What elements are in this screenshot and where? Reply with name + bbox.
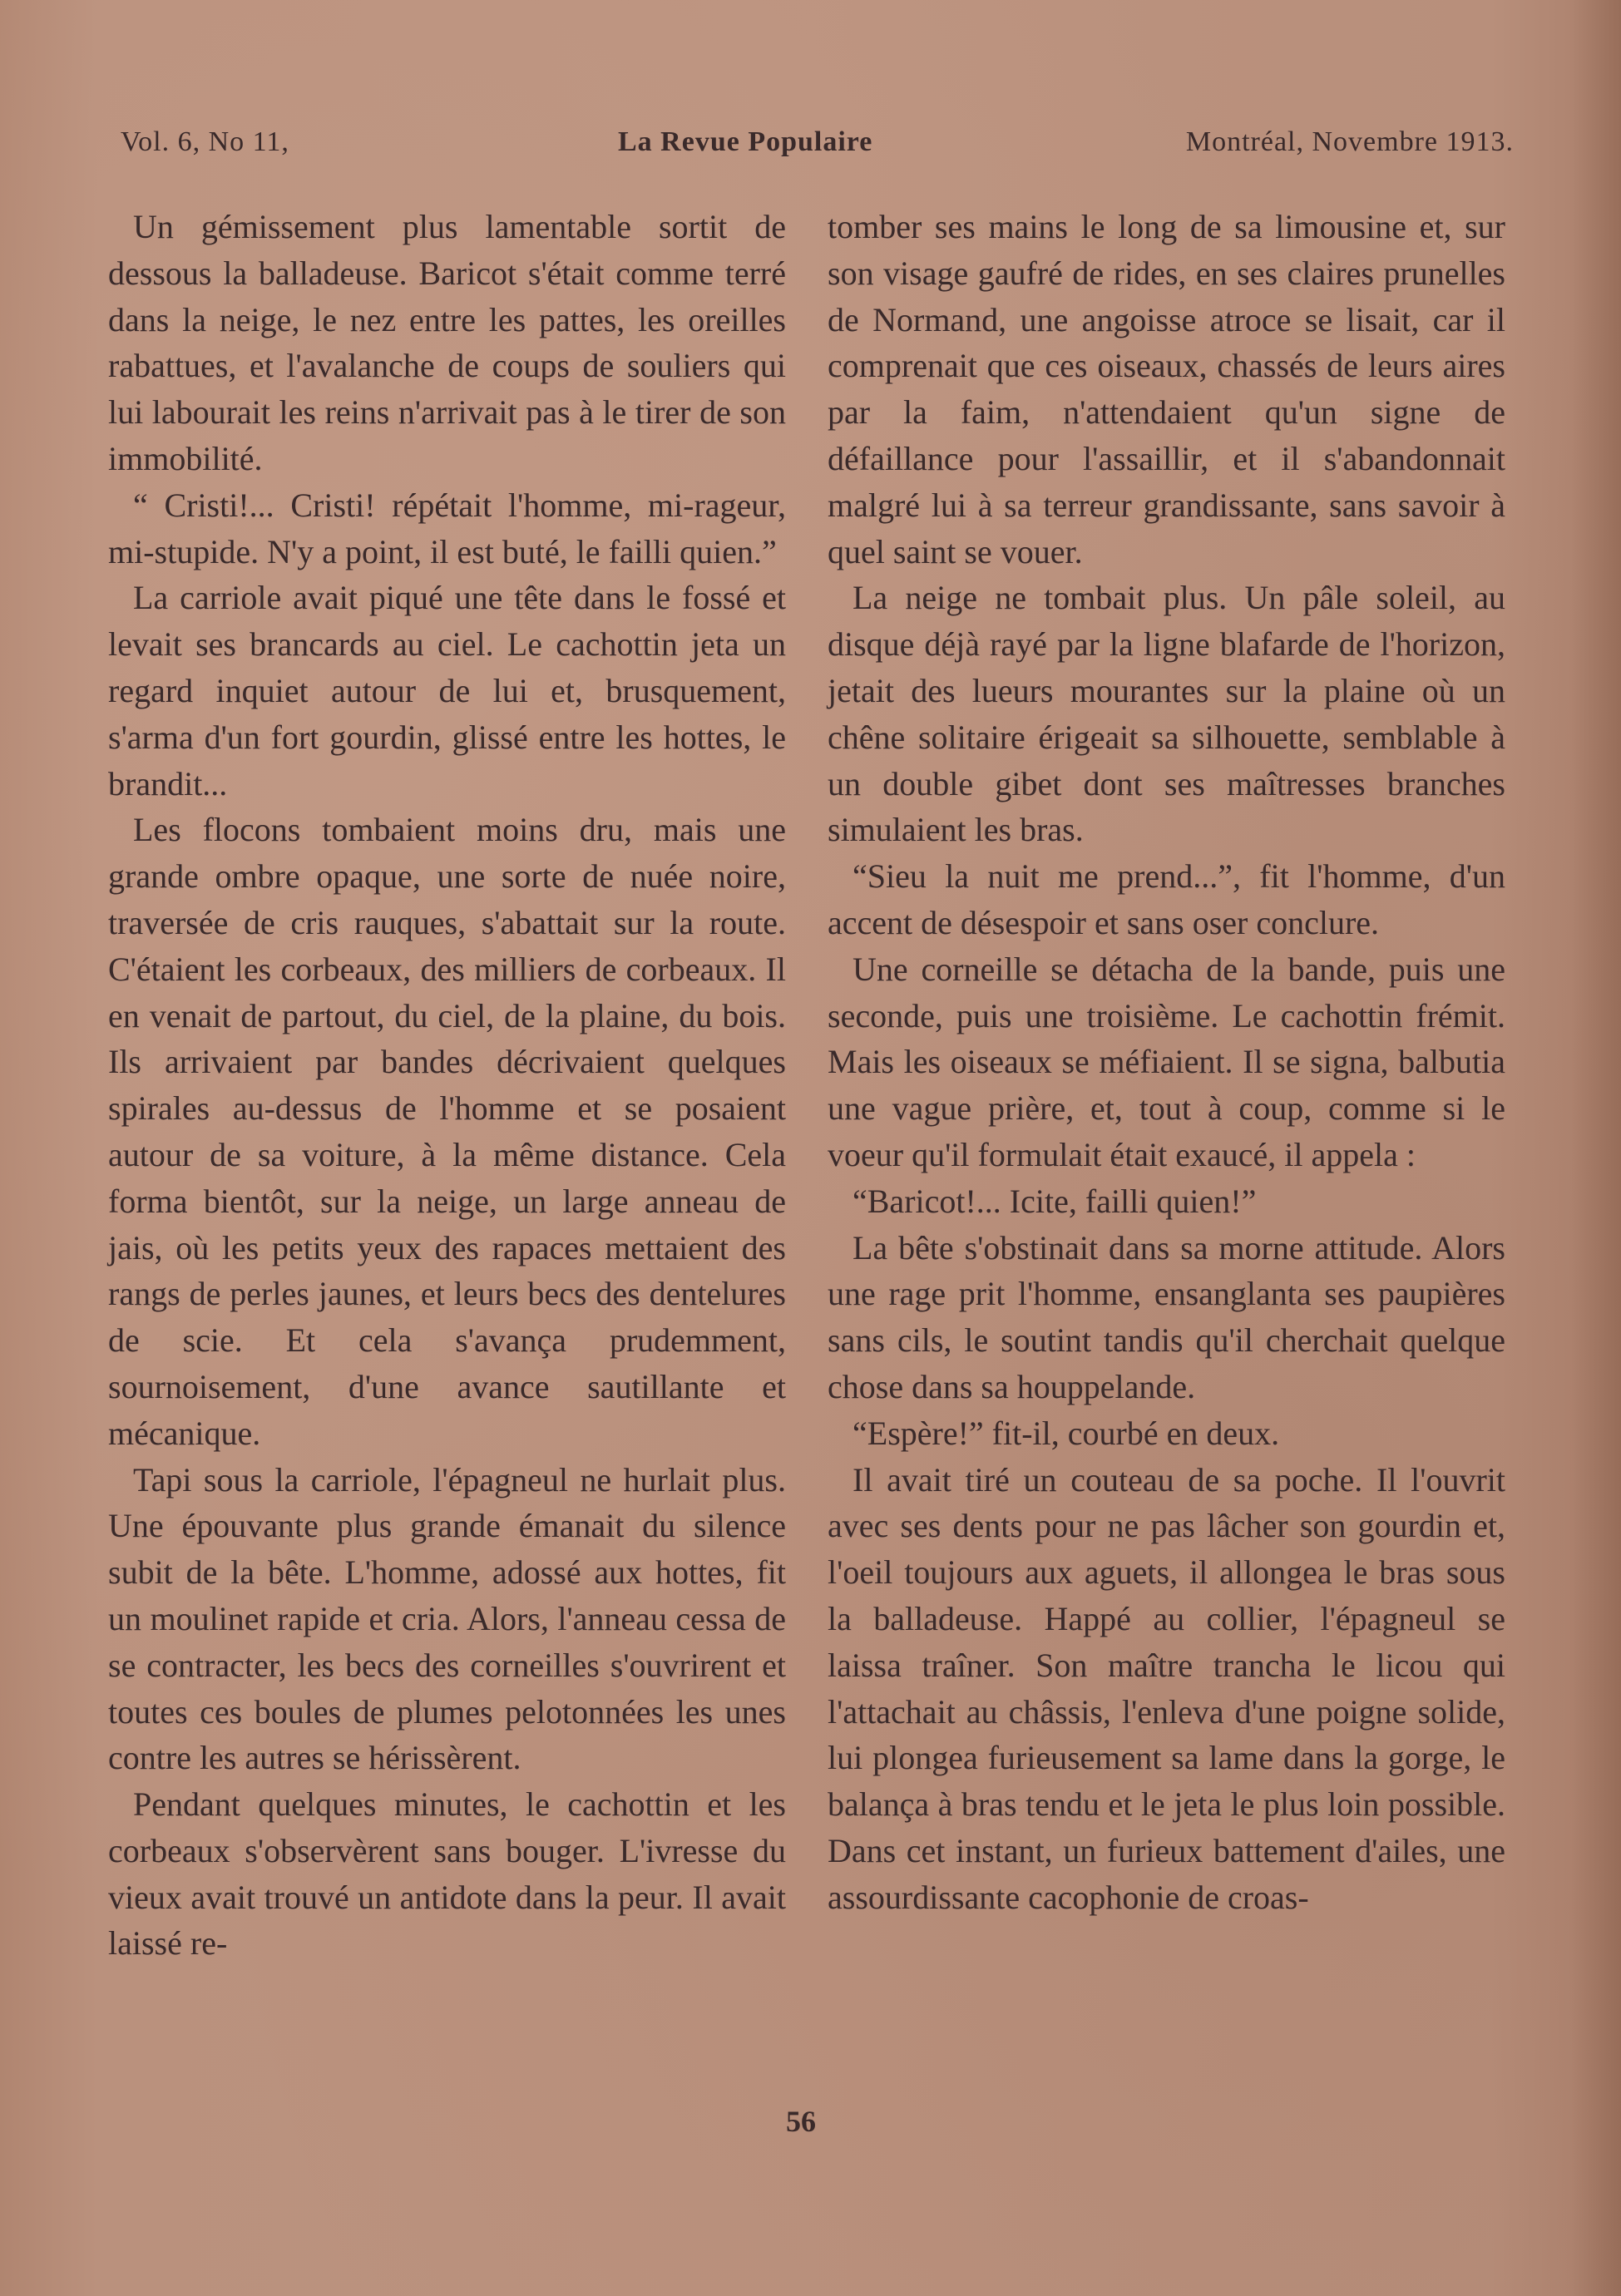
paragraph: Tapi sous la carriole, l'épagneul ne hurlait plus. Une épouvante plus grande émanait du silence subit de la bête. L'homme, adossé aux hottes, fit un moulinet rapide et cria. Alors, l'anneau cessa de se contracter, les becs des corneilles s'ouvrirent et toutes ces boules de plumes pelotonnées les unes contre les autres se hérissèrent. (108, 1460, 786, 1777)
paragraph: “Espère!” fit-il, courbé en deux. (853, 1414, 1280, 1452)
paragraph: La neige ne tombait plus. Un pâle soleil, au disque déjà rayé par la ligne blafarde de l'horizon, jetait des lueurs mourantes sur la plaine où un chêne solitaire érigeait sa silhouette, semblable à un double gibet dont ses maîtresses branches simulaient les bras. (828, 579, 1505, 849)
paragraph: Un gémissement plus lamentable sortit de dessous la balladeuse. Baricot s'était comme terré dans la neige, le nez entre les pattes, les oreilles rabattues, et l'avalanche de coups de souliers qui lui labourait les reins n'arrivait pas à le tirer de son immobilité. (108, 208, 786, 477)
paragraph: Il avait tiré un couteau de sa poche. Il l'ouvrit avec ses dents pour ne pas lâcher son gourdin et, l'oeil toujours aux aguets, il allongea le bras sous la balladeuse. Happé au collier, l'épagneul se laissa traîner. Son maître trancha le licou qui l'attachait au châssis, l'enleva d'une poigne solide, lui plongea furieusement sa lame dans la gorge, le balança à bras tendu et le jeta le plus loin possible. Dans cet instant, un furieux battement d'ailes, une assourdissante cacophonie de croas- (828, 1460, 1505, 1916)
right-column (828, 204, 1505, 1920)
volume-number: Vol. 6, No 11, (121, 126, 289, 157)
paragraph-continued: tomber ses mains le long de sa limousine et, sur son visage gaufré de rides, en ses claires prunelles de Normand, une angoisse atroce se lisait, car il comprenait que ces oiseaux, chassés de leurs aires par la faim, n'attendaient qu'un signe de défaillance pour l'assaillir, et il s'abandonnait malgré lui à sa terreur grandissante, sans savoir à quel saint se vouer. (828, 208, 1505, 570)
paragraph: “Sieu la nuit me prend...”, fit l'homme, d'un accent de désespoir et sans oser conclure. (828, 857, 1505, 941)
page-edge-shadow (1571, 0, 1621, 2296)
paragraph: “Baricot!... Icite, failli quien!” (853, 1182, 1257, 1220)
page-number: 56 (786, 2105, 816, 2138)
paragraph: La bête s'obstinait dans sa morne attitude. Alors une rage prit l'homme, ensanglanta ses paupières sans cils, le soutint tandis qu'il cherchait quelque chose dans sa houppelande. (828, 1228, 1505, 1405)
paragraph: “ Cristi!... Cristi! répétait l'homme, mi-rageur, mi-stupide. N'y a point, il est buté, le failli quien.” (108, 486, 786, 570)
paragraph: Pendant quelques minutes, le cachottin et les corbeaux s'observèrent sans bouger. L'ivresse du vieux avait trouvé un antidote dans la peur. Il avait laissé re- (108, 1785, 786, 1963)
paragraph: Une corneille se détacha de la bande, puis une seconde, puis une troisième. Le cachottin frémit. Mais les oiseaux se méfiaient. Il se signa, balbutia une vague prière, et, tout à coup, comme si le voeur qu'il formulait était exaucé, il appela : (828, 950, 1505, 1173)
paragraph: Les flocons tombaient moins dru, mais une grande ombre opaque, une sorte de nuée noire, traversée de cris rauques, s'abattait sur la route. C'étaient les corbeaux, des milliers de corbeaux. Il en venait de partout, du ciel, de la plaine, du bois. Ils arrivaient par bandes décrivaient quelques spirales au-dessus de l'homme et se posaient autour de sa voiture, à la même distance. Cela forma bientôt, sur la neige, un large anneau de jais, où les petits yeux des rapaces mettaient des rangs de perles jaunes, et leurs becs des dentelures de scie. Et cela s'avança prudemment, sournoisement, d'une avance sautillante et mécanique. (108, 811, 786, 1452)
running-header (121, 126, 1514, 168)
paragraph: La carriole avait piqué une tête dans le fossé et levait ses brancards au ciel. Le cachottin jeta un regard inquiet autour de lui et, brusquement, s'arma d'un fort gourdin, glissé entre les hottes, le brandit... (108, 579, 786, 802)
left-column (108, 204, 786, 1967)
issue-date: Montréal, Novembre 1913. (1185, 126, 1514, 157)
magazine-title: La Revue Populaire (618, 126, 873, 157)
